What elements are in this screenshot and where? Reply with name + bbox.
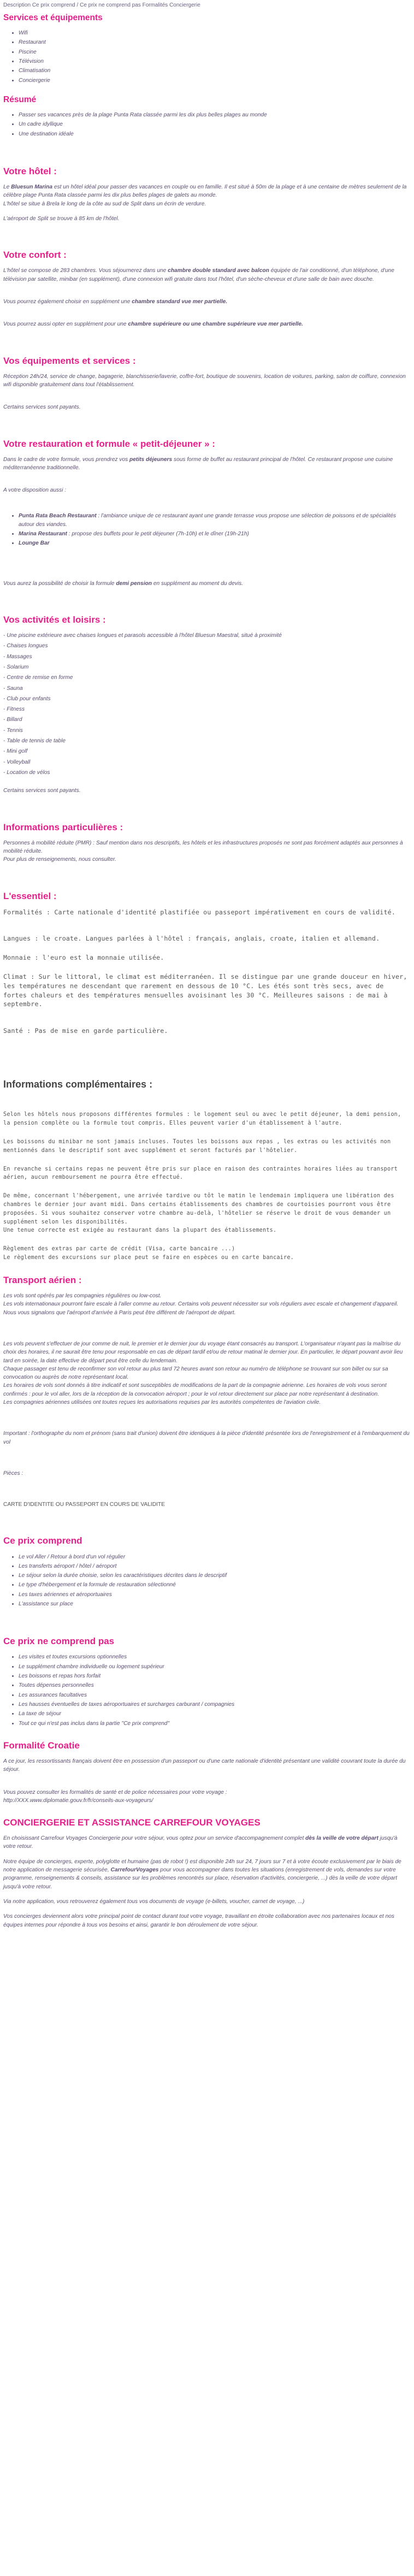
text: Vous pourrez aussi opter en supplément pour une <box>3 321 128 328</box>
transport-p2 <box>3 1340 410 1407</box>
list-item: • Les visites et toutes excursions optionnelles <box>19 1653 410 1661</box>
hotel-paragraph <box>3 183 410 208</box>
restaurant-option <box>3 580 410 588</box>
text: chambre standard vue mer partielle. <box>132 298 228 305</box>
text: CarrefourVoyages <box>110 1867 159 1874</box>
essential-title: L'essentiel : <box>3 890 57 901</box>
text: Les vols internationaux pourront faire escale à l'aller comme au retour. Certains vols peuvent nécessiter sur vols réguliers avec escale et changement d'appareil. Nous vous signalons que l'aéroport d'arrivée à Paris peut être différent de l'aéroport de départ. <box>3 1301 399 1316</box>
excludes-list <box>3 1653 410 1727</box>
comfort-option-1 <box>3 298 410 306</box>
text: équipée de l'air conditionné, d'un téléphone, d'une télévision par satellite, minibar (en supplément), d'une connexion wifi gratuite dans tout l'hôtel, d'un sèche-cheveux et d'une salle de bain avec douche. <box>3 268 394 282</box>
list-item: • Un cadre idyllique <box>19 120 410 128</box>
list-item: • Une destination idéale <box>19 130 410 138</box>
text: est un hôtel idéal pour passer des vacances en couple ou en famille. Il est situé à 50m de la plage et à une centaine de mètres seulement de la célèbre plage Punta Rata classée parmi les dix plus belles plages de galets au monde. <box>3 184 407 199</box>
leisure-title: Vos activités et loisirs : <box>3 614 106 625</box>
list-item: • Les transferts aéroport / hôtel / aéroport <box>19 1562 410 1570</box>
text: chambre supérieure ou une chambre supérieure vue mer partielle. <box>128 321 303 328</box>
complementary-p2: Les boissons du minibar ne sont jamais incluses. Toutes les boissons aux repas , les extras ou les activités non mentionnés dans le descriptif sont avec supplément et seront facturés par l'hôtelier. <box>3 1138 391 1154</box>
complementary-p1: Selon les hôtels nous proposons différentes formules : le logement seul ou avec le petit déjeuner, la demi pension, la pension complète ou la formule tout compris. Elles peuvent varier d'un établissement à l'autre. <box>3 1112 401 1127</box>
transport-title: Transport aérien : <box>3 1274 82 1285</box>
concierge-p1 <box>3 1834 410 1851</box>
text: dès la veille de votre départ <box>305 1835 378 1842</box>
concierge-title: CONCIERGERIE ET ASSISTANCE CARREFOUR VOYAGES <box>3 1817 261 1828</box>
list-item: • Passer ses vacances près de la plage Punta Rata classée parmi les dix plus belles plages au monde <box>19 111 410 119</box>
includes-list <box>3 1553 410 1609</box>
list-item: • Les hausses éventuelles de taxes aéroportuaires et surcharges carburant / compagnies <box>19 1700 410 1709</box>
list-item: • Le séjour selon la durée choisie, selon les caractéristiques décrites dans le descriptif <box>19 1571 410 1580</box>
list-item: - Une piscine extérieure avec chaises longues et parasols accessible à l'hôtel Bluesun Maestral, situé à proximité <box>3 633 282 639</box>
list-item: - Volleyball <box>3 759 31 765</box>
list-item: - Table de tennis de table <box>3 738 66 745</box>
equipments-paragraph: Réception 24h/24, service de change, bagagerie, blanchisserie/laverie, coffre-fort, boutique de souvenirs, location de voitures, parking, salon de coiffure, connexion wifi disponible gratuitement dans tout l'établissement. <box>3 373 406 388</box>
text: : propose des buffets pour le petit déjeuner (7h-10h) et le dîner (19h-21h) <box>67 531 249 537</box>
essential-formalities: Formalités : Carte nationale d'identité plastifiée ou passeport impérativement en cours de validité. <box>3 908 396 916</box>
list-item: • Climatisation <box>19 67 410 75</box>
text: L'hôtel se situe à Brela le long de la côte au sud de Split dans un écrin de verdure. <box>3 200 206 207</box>
text: L'hôtel se compose de 283 chambres. Vous séjournerez dans une <box>3 268 168 274</box>
text: Une tenue correcte est exigée au restaurant dans la plupart des établissements. <box>3 1227 277 1234</box>
text: Pour plus de renseignements, nous consulter. <box>3 856 116 863</box>
text: en supplément au moment du devis. <box>151 580 244 587</box>
text: Les horaires de vols sont donnés à titre indicatif et sont susceptibles de modifications de la part de la compagnie aérienne. Les horaires de vols vous seront confirmés : pour le vol aller, lors de la réception de la convocation aéroport ; pour le vol retour directement sur place par notre représentant à destination. <box>3 1382 387 1397</box>
restaurant-list <box>3 512 410 547</box>
list-item: • Restaurant <box>19 38 410 46</box>
list-item: - Massages <box>3 653 32 660</box>
list-item: • La taxe de séjour <box>19 1710 410 1718</box>
text: jusqu'à votre retour. <box>3 1835 398 1850</box>
tab-concierge[interactable]: Conciergerie <box>169 2 200 8</box>
concierge-p4: Vos concierges deviennent alors votre principal point de contact durant tout votre voyage, travaillant en étroite collaboration avec nos partenaires locaux et nos équipes internes pour répondre à tous vos besoins et ainsi, garantir le bon déroulement de votre séjour. <box>3 1913 394 1928</box>
list-item: • Les assurances facultatives <box>19 1691 410 1699</box>
list-item: • Le supplément chambre individuelle ou logement supérieur <box>19 1663 410 1671</box>
text: : l'ambiance unique de ce restaurant ayant une grande terrasse vous propose une sélection de poissons et de spécialités autour des viandes. <box>19 513 397 528</box>
complementary-block <box>3 1103 410 1262</box>
equipments-title: Vos équipements et services : <box>3 355 136 366</box>
text: Chaque passager est tenu de reconfirmer son vol retour au plus tard 72 heures avant son retour au numéro de téléphone se trouvant sur son billet ou sur sa convocation ou auprès de notre représentant local. <box>3 1366 388 1381</box>
list-item: • Tout ce qui n'est pas inclus dans la partie "Ce prix comprend" <box>19 1720 410 1728</box>
list-item: - Chaises longues <box>3 643 48 649</box>
transport-documents: CARTE D'IDENTITE OU PASSEPORT EN COURS DE VALIDITE <box>3 1502 165 1508</box>
comfort-title: Votre confort : <box>3 250 67 261</box>
complementary-p5 <box>3 1245 410 1262</box>
concierge-p3: Via notre application, vous retrouverez également tous vos documents de voyage (e-billets, voucher, carnet de voyage, ...) <box>3 1898 305 1905</box>
list-item: - Mini golf <box>3 748 28 755</box>
equipments-note: Certains services sont payants. <box>3 404 81 411</box>
formality-p1: A ce jour, les ressortissants français doivent être en possession d'un passeport ou d'une carte nationale d'identité présentant une validité couvrant toute la durée du séjour. <box>3 1758 406 1773</box>
services-title: Services et équipements <box>3 13 103 22</box>
restaurant-title: Votre restauration et formule « petit-déjeuner » : <box>3 438 215 449</box>
text: chambre double standard avec balcon <box>168 268 269 274</box>
list-item: • Wifi <box>19 29 410 37</box>
list-item: • L'assistance sur place <box>19 1600 410 1608</box>
restaurant-name: Marina Restaurant <box>19 531 67 537</box>
list-item: • Le type d'hébergement et la formule de restauration sélectionné <box>19 1581 410 1589</box>
hotel-name: Bluesun Marina <box>11 184 53 191</box>
list-item: • Les boissons et repas hors forfait <box>19 1672 410 1680</box>
text: De même, concernant l'hébergement, une arrivée tardive ou tôt le matin le lendemain impliquera une libération des chambres le dernier jour avant midi. Dans certains établissements des chambres de courtoisies pourront vous être proposées. Si vous souhaitez conserver votre chambre au-delà, l'hôtelier se réserve le droit de vous demander un supplément selon les disponibilités. <box>3 1193 394 1225</box>
formality-link[interactable]: http://XXX.www.diplomatie.gouv.fr/fr/conseils-aux-voyageurs/ <box>3 1797 153 1804</box>
list-item: - Location de vélos <box>3 769 50 776</box>
list-item: • Les taxes aériennes et aéroportuaires <box>19 1591 410 1599</box>
comfort-paragraph <box>3 267 410 283</box>
text: Vous pouvez consulter les formalités de santé et de police nécessaires pour votre voyage : <box>3 1789 227 1795</box>
tab-excludes[interactable]: Ce prix ne comprend pas <box>80 2 141 8</box>
list-item: • Piscine <box>19 48 410 56</box>
list-item: - Centre de remise en forme <box>3 675 73 681</box>
list-item: - Sauna <box>3 685 23 692</box>
tab-formalities[interactable]: Formalités <box>142 2 168 8</box>
leisure-list <box>3 631 410 777</box>
list-item <box>19 530 410 538</box>
list-item: • Le vol Aller / Retour à bord d'un vol régulier <box>19 1553 410 1561</box>
text: demi pension <box>116 580 152 587</box>
restaurant-name: Lounge Bar <box>19 540 50 547</box>
transport-p1 <box>3 1292 410 1317</box>
list-item: • Télévision <box>19 57 410 66</box>
restaurant-intro: A votre disposition aussi : <box>3 487 67 494</box>
list-item: • Toutes dépenses personnelles <box>19 1681 410 1689</box>
list-item: - Tennis <box>3 727 23 734</box>
text: pour vous accompagner dans toutes les situations (enregistrement de vols, demandes sur votre programme, renseignements & conseils, assistance sur les problèmes rencontrés sur place, réservation d'activités, conciergerie, ...) dès la veille de votre départ jusqu'à votre retour. <box>3 1867 398 1890</box>
transport-documents-label: Pièces : <box>3 1470 23 1476</box>
comfort-option-2 <box>3 320 410 328</box>
list-item: - Billard <box>3 717 22 723</box>
text: Notre équipe de concierges, experte, polyglotte et humaine (pas de robot !) est disponible 24h sur 24, 7 jours sur 7 et à votre écoute exclusivement par le biais de notre application de messagerie sécurisée, <box>3 1858 401 1874</box>
particular-title: Informations particulières : <box>3 822 123 832</box>
hotel-airport: L'aéroport de Split se trouve à 85 km de l'hôtel. <box>3 215 120 222</box>
text: Les compagnies aériennes utilisées ont toutes reçues les autorisations requises par les autorités compétentes de l'aviation civile. <box>3 1399 321 1405</box>
page <box>0 1 414 1929</box>
list-item: - Fitness <box>3 706 25 713</box>
text: Dans le cadre de votre formule, vous prendrez vos <box>3 456 130 463</box>
essential-currency: Monnaie : l'euro est la monnaie utilisée. <box>3 954 164 962</box>
essential-languages: Langues : le croate. Langues parlées à l'hôtel : français, anglais, croate, italien et allemand. <box>3 935 380 943</box>
list-item: - Solarium <box>3 664 29 670</box>
list-item <box>19 512 410 529</box>
restaurant-name: Punta Rata Beach Restaurant <box>19 513 97 519</box>
text: Le règlement des excursions sur place peut se faire en espèces ou en carte bancaire. <box>3 1255 294 1261</box>
resume-list <box>3 111 410 138</box>
restaurant-paragraph <box>3 456 410 472</box>
text: petits déjeuners <box>129 456 173 463</box>
text: En choisissant Carrefour Voyages Conciergerie pour votre séjour, vous optez pour un service d'accompagnement complet <box>3 1835 306 1842</box>
list-item <box>19 539 410 547</box>
leisure-note: Certains services sont payants. <box>3 788 81 794</box>
text: Le <box>3 184 11 191</box>
text: Personnes à mobilité réduite (PMR) : Sauf mention dans nos descriptifs, les hôtels et les infrastructures proposés ne sont pas forcément adaptés aux personnes à mobilité réduite. <box>3 840 403 854</box>
tab-includes[interactable]: Ce prix comprend <box>32 2 75 8</box>
complementary-p4 <box>3 1192 410 1235</box>
formality-title: Formalité Croatie <box>3 1740 80 1751</box>
transport-important: Important : l'orthographe du nom et prénom (sans trait d'union) doivent être identiques à la pièce d'identité présentée lors de l'enregistrement et à l'embarquement du vol <box>3 1431 410 1445</box>
resume-title: Résumé <box>3 94 37 104</box>
formality-p2 <box>3 1788 410 1805</box>
essential-block <box>3 908 410 1036</box>
hotel-title: Votre hôtel : <box>3 166 57 176</box>
particular-paragraph <box>3 839 410 864</box>
complementary-p3: En revanche si certains repas ne peuvent être pris sur place en raison des contraintes horaires liées au transport aérien, aucun remboursement ne pourra être effectué. <box>3 1166 398 1181</box>
text: Vous aurez la possibilité de choisir la formule <box>3 580 116 587</box>
essential-health: Santé : Pas de mise en garde particulière. <box>3 1027 168 1035</box>
text: Les vols sont opérés par les compagnies régulières ou low-cost. <box>3 1293 162 1299</box>
tab-description[interactable]: Description <box>3 2 31 8</box>
text: sous forme de buffet au restaurant principal de l'hôtel. Ce restaurant propose une cuisine méditerranéenne traditionnelle. <box>3 456 393 471</box>
includes-title: Ce prix comprend <box>3 1535 82 1546</box>
text: Règlement des extras par carte de crédit (Visa, carte bancaire ...) <box>3 1246 235 1252</box>
list-item: - Club pour enfants <box>3 695 51 702</box>
excludes-title: Ce prix ne comprend pas <box>3 1636 115 1647</box>
services-list <box>3 29 410 85</box>
list-item: • Conciergerie <box>19 76 410 85</box>
essential-climate: Climat : Sur le littoral, le climat est méditerranéen. Il se distingue par une grande douceur en hiver, les températures ne descendant que rarement en dessous de 10 °C. Les étés sont très secs, avec de fortes chaleurs et des températures mensuelles avoisinant les 30 °C. Meilleures saisons : de mai à septembre. <box>3 972 407 1008</box>
tab-bar: Description Ce prix comprend / Ce prix ne comprend pas Formalités Conciergerie <box>3 2 200 8</box>
text: Les vols peuvent s'effectuer de jour comme de nuit, le premier et le dernier jour du voyage étant consacrés au transport. L'organisateur n'ayant pas la maîtrise du choix des horaires, il ne saurait être tenu pour responsable en cas de départ tardif et/ou de retour matinal le dernier jour. En particulier, le départ pouvant avoir lieu tard en soirée, la date effective de départ peut être celle du lendemain. <box>3 1340 403 1364</box>
text: Vous pourrez également choisir en supplément une <box>3 298 132 305</box>
concierge-p2 <box>3 1858 410 1891</box>
complementary-title: Informations complémentaires : <box>3 1078 153 1090</box>
